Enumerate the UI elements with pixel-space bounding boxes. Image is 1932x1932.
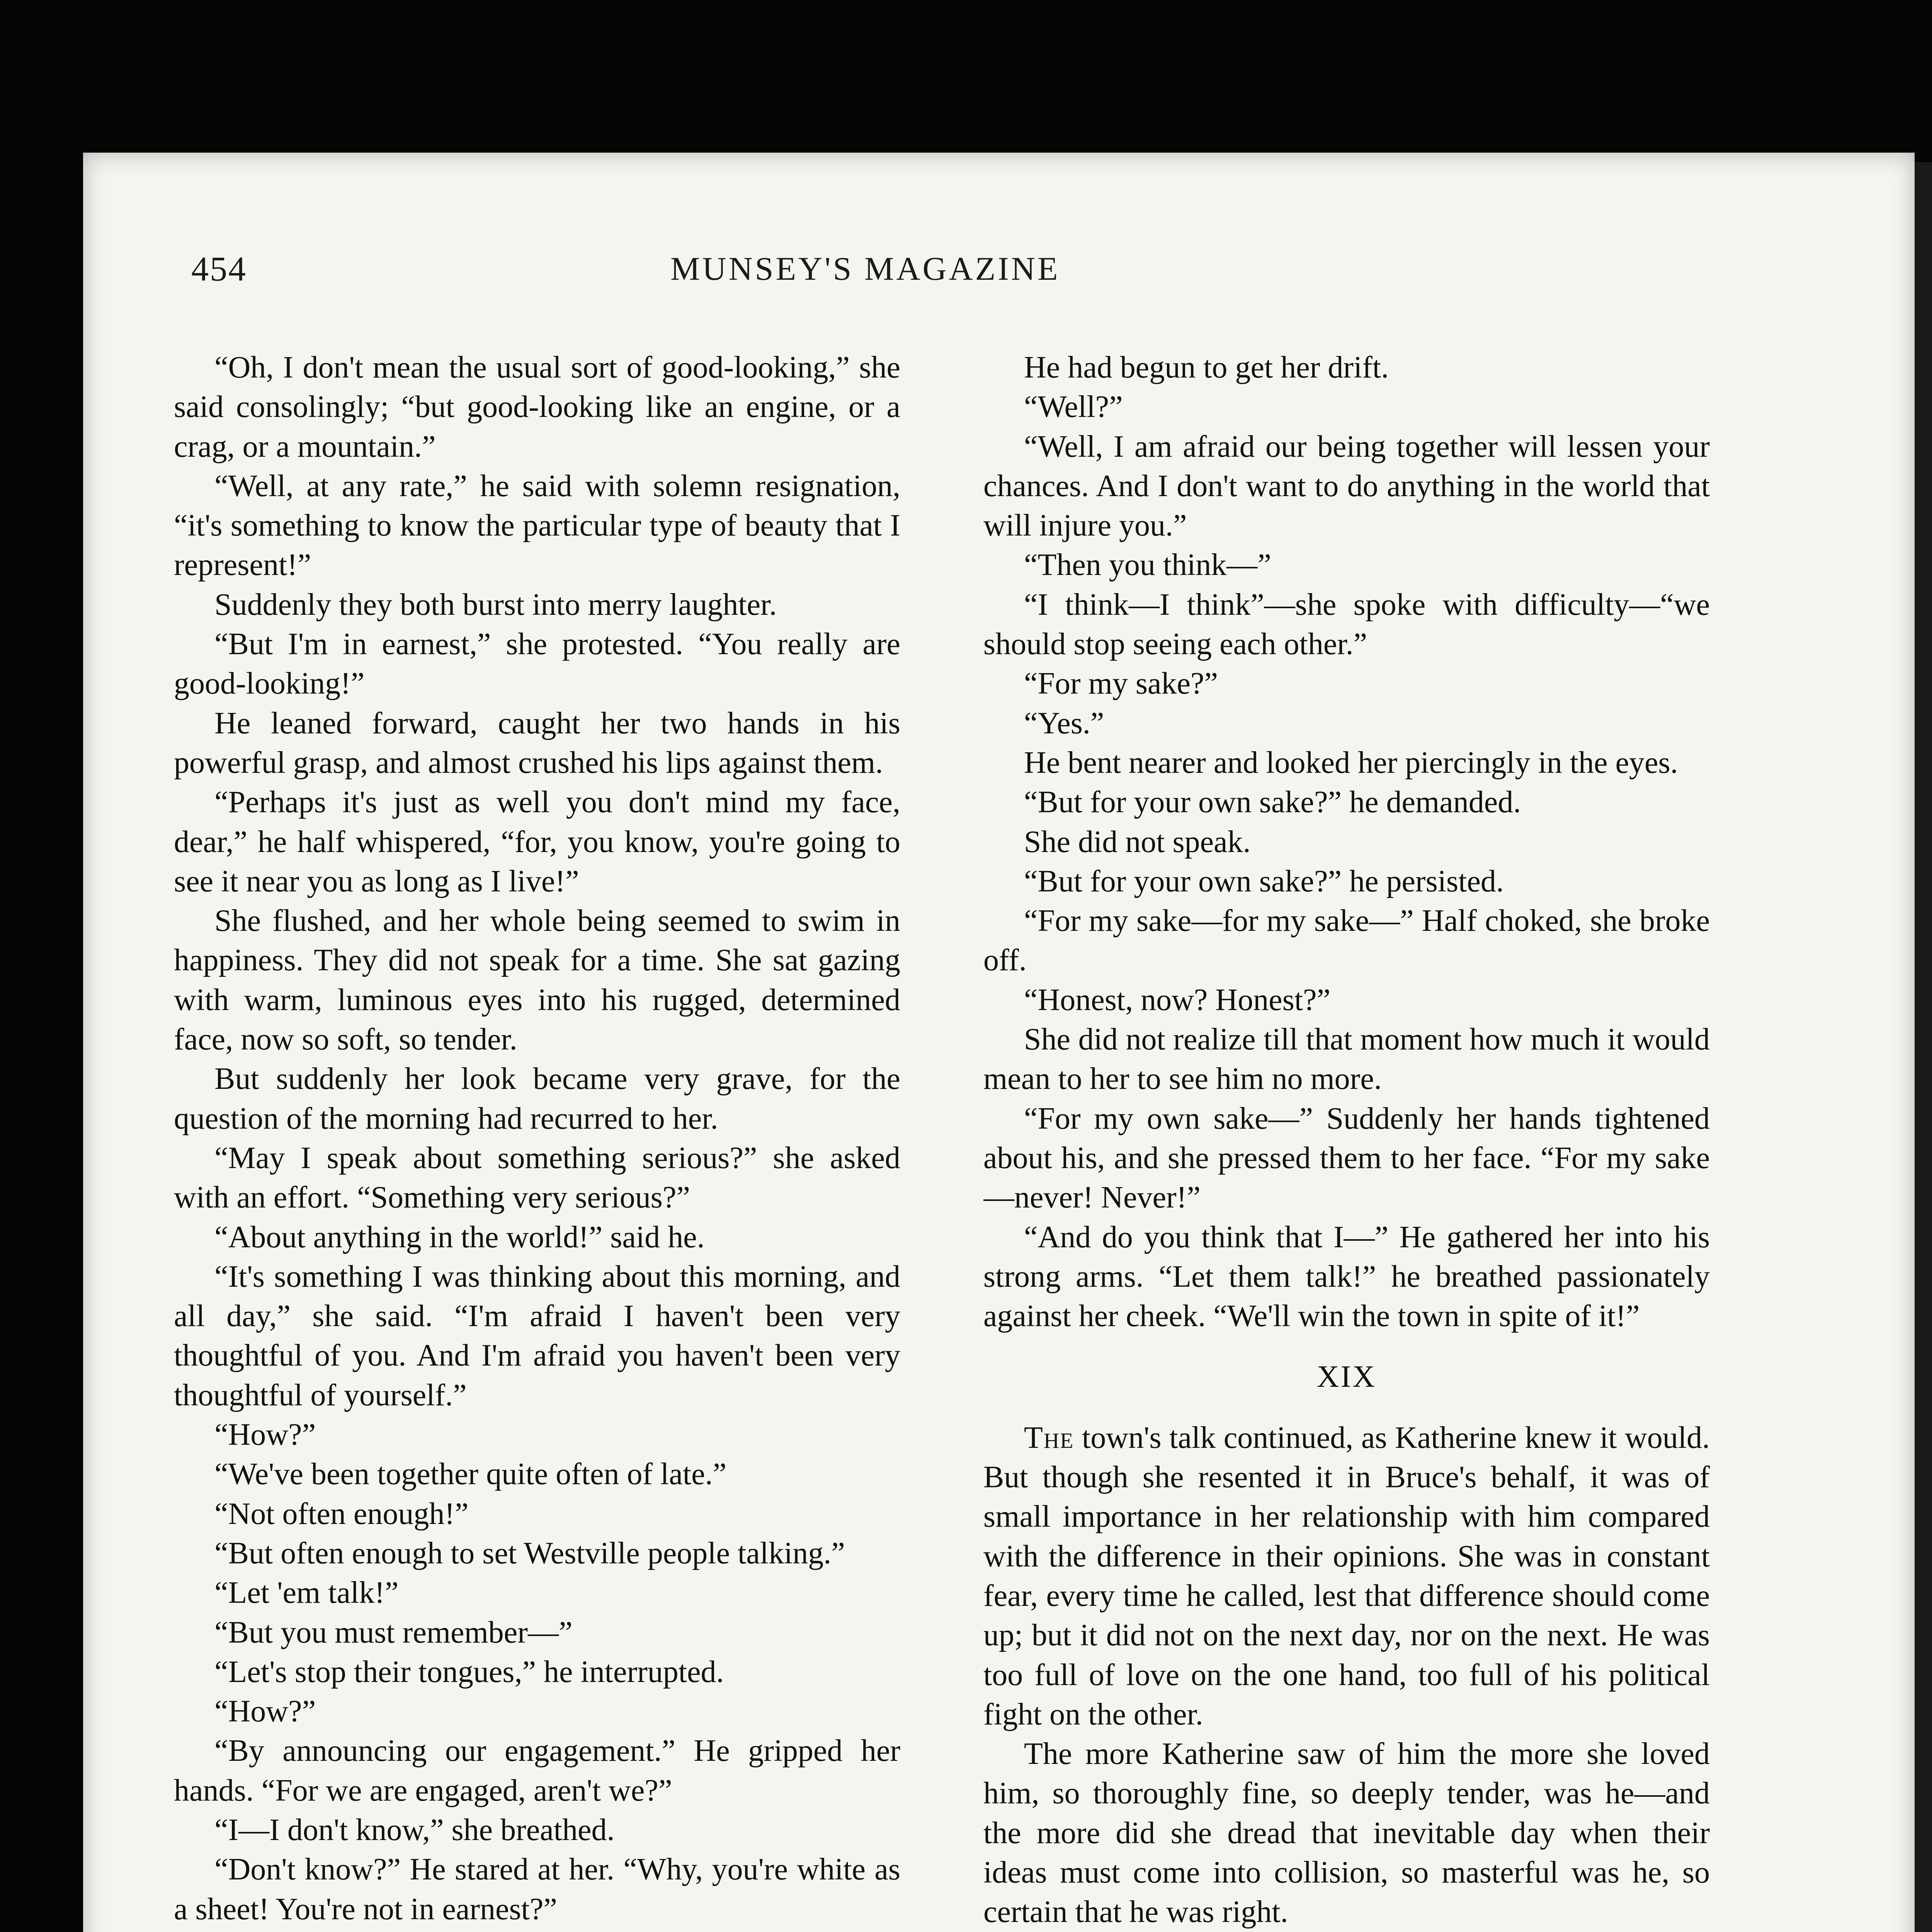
paragraph: She did not speak. — [1024, 825, 1251, 859]
paragraph: “We've been together quite often of late.” — [214, 1457, 727, 1492]
paragraph: “For my sake?” — [1024, 667, 1218, 701]
paragraph: “Perhaps it's just as well you don't mind my face, dear,” he half whispered, “for, you know, you're going to see it near you as long as I live!” — [174, 785, 900, 898]
paragraph: “For my own sake—” Suddenly her hands tightened about his, and she pressed them to her face. “For my sake—never! Never!” — [983, 1101, 1710, 1215]
paragraph: “But I'm in earnest,” she protested. “You really are good-looking!” — [174, 627, 900, 701]
paragraph: The more Katherine saw of him the more she loved him, so thoroughly fine, so deeply tender, was he—and the more did she dread that inevitable day when their ideas must come into collision, so masterful was he, so certain that he was right. — [983, 1737, 1710, 1929]
paragraph: “Well, at any rate,” he said with solemn resignation, “it's something to know the particular type of beauty that I represent!” — [174, 469, 900, 582]
running-head — [191, 249, 1211, 296]
paragraph: He had begun to get her drift. — [1024, 350, 1389, 384]
magazine-title: MUNSEY'S MAGAZINE — [670, 250, 1060, 287]
paragraph: “Then you think—” — [1024, 548, 1271, 582]
paragraph: “Yes.” — [1024, 706, 1104, 740]
chapter-opening-paragraph — [983, 1418, 1710, 1734]
paragraph: “But for your own sake?” he demanded. — [1024, 785, 1521, 820]
paragraph: He bent nearer and looked her piercingly in the eyes. — [1024, 745, 1678, 780]
paragraph: “But for your own sake?” he persisted. — [1024, 864, 1504, 898]
paragraph: “Let 'em talk!” — [214, 1576, 399, 1610]
right-text-column — [983, 348, 1710, 1932]
chapter-heading: XIX — [1316, 1360, 1377, 1394]
paragraph: Suddenly they both burst into merry laughter. — [214, 587, 777, 622]
paragraph: “Let's stop their tongues,” he interrupted. — [214, 1655, 724, 1689]
paragraph: “But you must remember—” — [214, 1615, 573, 1650]
paragraph: “Not often enough!” — [214, 1497, 469, 1531]
paragraph — [174, 1929, 900, 1932]
page-number: 454 — [191, 250, 247, 288]
paragraph: “For my sake—for my sake—” Half choked, she broke off. — [983, 904, 1710, 978]
facing-page-edge — [1915, 162, 1932, 1932]
paragraph: “May I speak about something serious?” she asked with an effort. “Something very serious?” — [174, 1141, 900, 1215]
paragraph: “But often enough to set Westville people talking.” — [214, 1536, 845, 1570]
paragraph: “By announcing our engagement.” He gripped her hands. “For we are engaged, aren't we?” — [174, 1734, 900, 1808]
paragraph: “How?” — [214, 1418, 316, 1452]
paragraph: She did not realize till that moment how much it would mean to her to see him no more. — [983, 1022, 1710, 1096]
paragraph: “It's something I was thinking about this morning, and all day,” she said. “I'm afraid I haven't been very thoughtful of you. And I'm afraid you haven't been very thoughtful of yourself.” — [174, 1259, 900, 1412]
paragraph: But suddenly her look became very grave, for the question of the morning had recurred to her. — [174, 1062, 900, 1136]
paragraph: He leaned forward, caught her two hands in his powerful grasp, and almost crushed his lips against them. — [174, 706, 900, 780]
left-text-column — [174, 348, 900, 1932]
paragraph: “Don't know?” He stared at her. “Why, you're white as a sheet! You're not in earnest?” — [174, 1852, 900, 1926]
paragraph: “Honest, now? Honest?” — [1024, 983, 1331, 1017]
chapter-opening-text: town's talk continued, as Katherine knew it would. But though she resented it in Bruce's behalf, it was of small importance in her relationship with him compared with the difference in their opinions. She was in constant fear, every time he called, lest that difference should come up; but it did not on the next day, nor on the next. He was too full of love on the one hand, too full of his political fight on the other. — [983, 1420, 1710, 1731]
chapter-opening-word: The — [1024, 1420, 1074, 1455]
paragraph: “I—I don't know,” she breathed. — [214, 1813, 615, 1847]
paragraph: “How?” — [214, 1694, 316, 1729]
paragraph: “And do you think that I—” He gathered her into his strong arms. “Let them talk!” he breathed passionately against her cheek. “We'll win the town in spite of it!” — [983, 1220, 1710, 1333]
paragraph: “Oh, I don't mean the usual sort of good-looking,” she said consolingly; “but good-looking like an engine, or a crag, or a mountain.” — [174, 350, 900, 464]
paragraph: “About anything in the world!” said he. — [214, 1220, 705, 1254]
paragraph: “Well, I am afraid our being together will lessen your chances. And I don't want to do anything in the world that will injure you.” — [983, 429, 1710, 543]
paragraph: She flushed, and her whole being seemed to swim in happiness. They did not speak for a time. She sat gazing with warm, luminous eyes into his rugged, determined face, now so soft, so tender. — [174, 904, 900, 1057]
paragraph: “I think—I think”—she spoke with difficulty—“we should stop seeing each other.” — [983, 587, 1710, 662]
paragraph: “Well?” — [1024, 390, 1123, 424]
